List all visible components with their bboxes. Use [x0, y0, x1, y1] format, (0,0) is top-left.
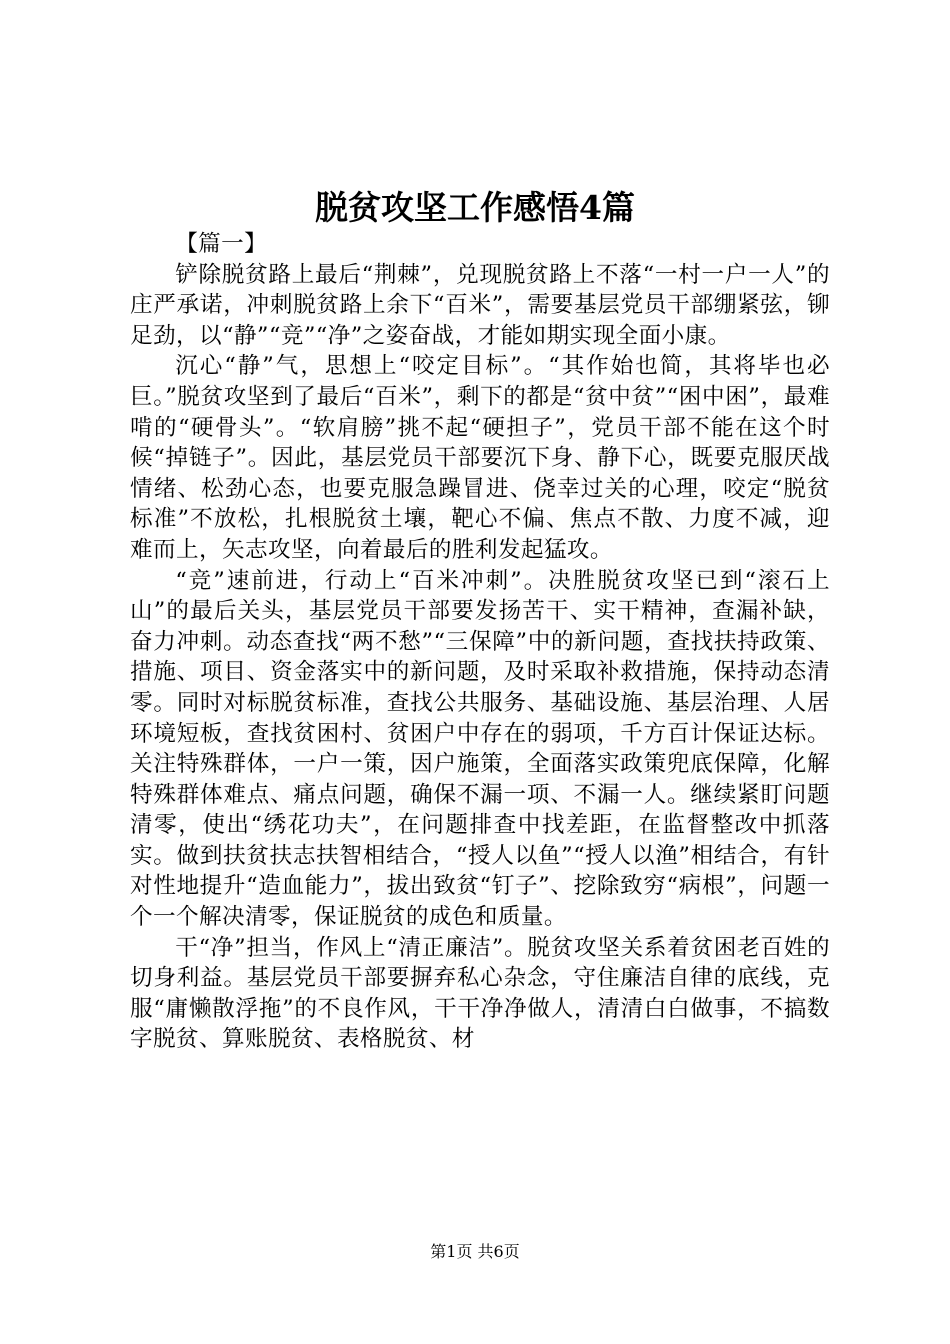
page-footer: 第1页 共6页 — [430, 1242, 520, 1261]
paragraph-3: “竞”速前进，行动上“百米冲刺”。决胜脱贫攻坚已到“滚石上山”的最后关头，基层党员干部要发扬苦干、实干精神，查漏补缺，奋力冲刺。动态查找“两不愁”“三保障”中的新问题，查找扶持政策、措施、项目、资金落实中的新问题，及时采取补救措施，保持动态清零。同时对标脱贫标准，查找公共服务、基础设施、基层治理、人居环境短板，查找贫困村、贫困户中存在的弱项，千方百计保证达标。关注特殊群体，一户一策，因户施策，全面落实政策兜底保障，化解特殊群体难点、痛点问题，确保不漏一项、不漏一人。继续紧盯问题清零，使出“绣花功夫”，在问题排查中找差距，在监督整改中抓落实。做到扶贫扶志扶智相结合，“授人以鱼”“授人以渔”相结合，有针对性地提升“造血能力”，拔出致贫“钉子”、挖除致穷“病根”，问题一个一个解决清零，保证脱贫的成色和质量。 — [130, 567, 830, 931]
document-title: 脱贫攻坚工作感悟4篇 — [315, 188, 635, 227]
paragraph-1: 铲除脱贫路上最后“荆棘”，兑现脱贫路上不落“一村一户一人”的庄严承诺，冲刺脱贫路上余下“百米”，需要基层党员干部绷紧弦，铆足劲，以“静”“竞”“净”之姿奋战，才能如期实现全面小康。 — [130, 261, 830, 349]
section-heading: 【篇一】 — [175, 231, 268, 257]
paragraph-2: 沉心“静”气，思想上“咬定目标”。“其作始也简，其将毕也必巨。”脱贫攻坚到了最后“百米”，剩下的都是“贫中贫”“困中困”，最难啃的“硬骨头”。“软肩膀”挑不起“硬担子”，党员干部不能在这个时候“掉链子”。因此，基层党员干部要沉下身、静下心，既要克服厌战情绪、松劲心态，也要克服急躁冒进、侥幸过关的心理，咬定“脱贫标准”不放松，扎根脱贫土壤，靶心不偏、焦点不散、力度不减，迎难而上，矢志攻坚，向着最后的胜利发起猛攻。 — [130, 353, 830, 563]
paragraph-4: 干“净”担当，作风上“清正廉洁”。脱贫攻坚关系着贫困老百姓的切身利益。基层党员干部要摒弃私心杂念，守住廉洁自律的底线，克服“庸懒散浮拖”的不良作风，干干净净做人，清清白白做事，不搞数字脱贫、算账脱贫、表格脱贫、材 — [130, 934, 830, 1053]
document-body — [130, 229, 830, 1055]
